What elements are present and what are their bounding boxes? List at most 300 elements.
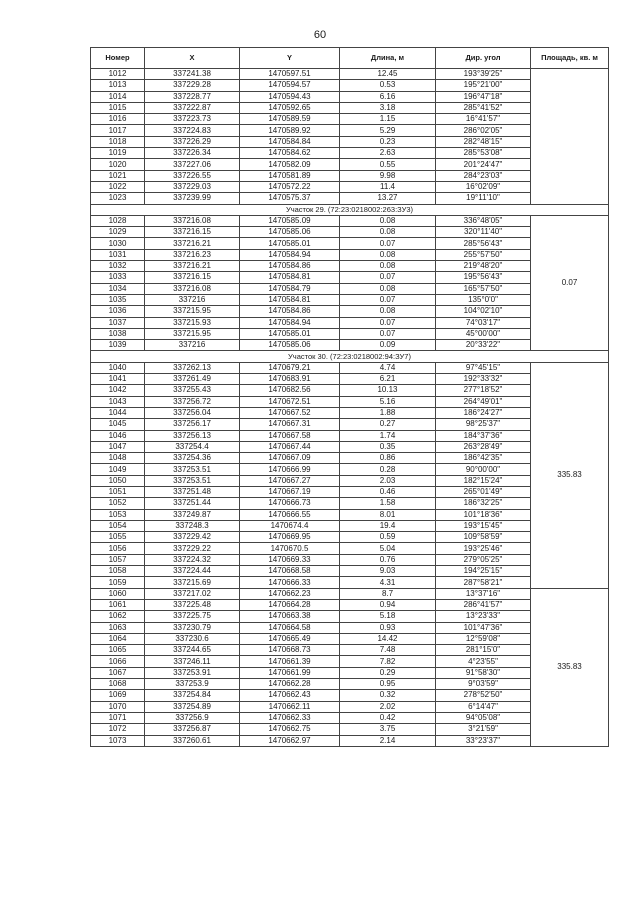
cell-direction-angle: 13°37'16" — [436, 588, 531, 599]
cell-x: 337253.51 — [145, 475, 240, 486]
cell-length: 0.29 — [340, 667, 436, 678]
cell-length: 0.07 — [340, 294, 436, 305]
cell-number: 1054 — [91, 520, 145, 531]
cell-y: 1470672.51 — [240, 396, 340, 407]
cell-number: 1051 — [91, 486, 145, 497]
cell-length: 0.28 — [340, 464, 436, 475]
cell-direction-angle: 91°58'30" — [436, 667, 531, 678]
cell-length: 8.7 — [340, 588, 436, 599]
cell-y: 1470664.58 — [240, 622, 340, 633]
cell-y: 1470584.81 — [240, 272, 340, 283]
cell-number: 1052 — [91, 498, 145, 509]
cell-length: 19.4 — [340, 520, 436, 531]
cell-direction-angle: 97°45'15" — [436, 362, 531, 373]
header-area: Площадь, кв. м — [531, 48, 609, 69]
cell-length: 0.07 — [340, 328, 436, 339]
cell-length: 0.53 — [340, 80, 436, 91]
cell-x: 337216.21 — [145, 261, 240, 272]
cell-direction-angle: 90°00'00" — [436, 464, 531, 475]
cell-number: 1017 — [91, 125, 145, 136]
cell-direction-angle: 9°03'59" — [436, 679, 531, 690]
cell-number: 1055 — [91, 532, 145, 543]
cell-y: 1470662.11 — [240, 701, 340, 712]
cell-x: 337256.9 — [145, 712, 240, 723]
cell-number: 1042 — [91, 385, 145, 396]
cell-x: 337224.32 — [145, 554, 240, 565]
section-title: Участок 30. (72:23:0218002:94:ЗУ7) — [91, 351, 609, 362]
cell-x: 337256.04 — [145, 407, 240, 418]
cell-direction-angle: 194°25'15" — [436, 566, 531, 577]
cell-length: 6.16 — [340, 91, 436, 102]
cell-number: 1030 — [91, 238, 145, 249]
cell-length: 5.18 — [340, 611, 436, 622]
cell-length: 5.16 — [340, 396, 436, 407]
cell-y: 1470662.97 — [240, 735, 340, 746]
cell-y: 1470666.99 — [240, 464, 340, 475]
cell-y: 1470589.59 — [240, 114, 340, 125]
cell-number: 1047 — [91, 441, 145, 452]
cell-direction-angle: 193°15'45" — [436, 520, 531, 531]
cell-number: 1072 — [91, 724, 145, 735]
cell-direction-angle: 219°48'20" — [436, 261, 531, 272]
cell-x: 337230.6 — [145, 633, 240, 644]
cell-number: 1058 — [91, 566, 145, 577]
cell-y: 1470584.94 — [240, 317, 340, 328]
cell-length: 0.59 — [340, 532, 436, 543]
cell-direction-angle: 45°00'00" — [436, 328, 531, 339]
cell-number: 1012 — [91, 69, 145, 80]
cell-direction-angle: 282°48'15" — [436, 136, 531, 147]
cell-y: 1470585.01 — [240, 238, 340, 249]
cell-x: 337229.28 — [145, 80, 240, 91]
cell-x: 337225.75 — [145, 611, 240, 622]
cell-x: 337249.87 — [145, 509, 240, 520]
cell-number: 1036 — [91, 306, 145, 317]
cell-number: 1049 — [91, 464, 145, 475]
cell-x: 337256.13 — [145, 430, 240, 441]
area-cell — [531, 69, 609, 205]
cell-x: 337216.08 — [145, 215, 240, 226]
cell-y: 1470666.73 — [240, 498, 340, 509]
cell-direction-angle: 165°57'50" — [436, 283, 531, 294]
cell-x: 337222.87 — [145, 102, 240, 113]
cell-direction-angle: 265°01'49" — [436, 486, 531, 497]
cell-length: 0.08 — [340, 261, 436, 272]
cell-direction-angle: 12°59'08" — [436, 633, 531, 644]
cell-length: 9.98 — [340, 170, 436, 181]
cell-number: 1044 — [91, 407, 145, 418]
cell-length: 0.08 — [340, 227, 436, 238]
cell-y: 1470666.55 — [240, 509, 340, 520]
cell-direction-angle: 195°21'00" — [436, 80, 531, 91]
cell-length: 0.55 — [340, 159, 436, 170]
cell-direction-angle: 277°18'52" — [436, 385, 531, 396]
cell-x: 337254.4 — [145, 441, 240, 452]
cell-length: 2.63 — [340, 148, 436, 159]
cell-x: 337229.03 — [145, 181, 240, 192]
cell-y: 1470667.44 — [240, 441, 340, 452]
header-y: Y — [240, 48, 340, 69]
cell-x: 337253.51 — [145, 464, 240, 475]
cell-y: 1470575.37 — [240, 193, 340, 204]
cell-number: 1035 — [91, 294, 145, 305]
coordinates-table — [90, 47, 609, 747]
cell-y: 1470584.94 — [240, 249, 340, 260]
cell-x: 337215.95 — [145, 328, 240, 339]
cell-number: 1048 — [91, 453, 145, 464]
cell-number: 1046 — [91, 430, 145, 441]
cell-length: 0.94 — [340, 599, 436, 610]
cell-direction-angle: 19°11'10" — [436, 193, 531, 204]
cell-number: 1018 — [91, 136, 145, 147]
cell-y: 1470592.65 — [240, 102, 340, 113]
cell-y: 1470582.09 — [240, 159, 340, 170]
cell-y: 1470584.86 — [240, 261, 340, 272]
cell-x: 337228.77 — [145, 91, 240, 102]
cell-direction-angle: 186°24'27" — [436, 407, 531, 418]
cell-y: 1470667.58 — [240, 430, 340, 441]
cell-number: 1034 — [91, 283, 145, 294]
cell-number: 1020 — [91, 159, 145, 170]
cell-number: 1013 — [91, 80, 145, 91]
table-header-row — [91, 48, 609, 69]
cell-y: 1470682.56 — [240, 385, 340, 396]
cell-y: 1470662.28 — [240, 679, 340, 690]
section-row — [91, 204, 609, 215]
cell-length: 0.08 — [340, 283, 436, 294]
cell-length: 2.02 — [340, 701, 436, 712]
cell-length: 0.08 — [340, 306, 436, 317]
cell-x: 337248.3 — [145, 520, 240, 531]
table-row — [91, 69, 609, 80]
cell-number: 1039 — [91, 340, 145, 351]
cell-direction-angle: 94°05'08" — [436, 712, 531, 723]
cell-length: 13.27 — [340, 193, 436, 204]
cell-y: 1470662.23 — [240, 588, 340, 599]
cell-number: 1023 — [91, 193, 145, 204]
cell-length: 1.15 — [340, 114, 436, 125]
cell-direction-angle: 286°02'05" — [436, 125, 531, 136]
cell-direction-angle: 3°21'59" — [436, 724, 531, 735]
cell-direction-angle: 320°11'40" — [436, 227, 531, 238]
cell-length: 7.82 — [340, 656, 436, 667]
cell-y: 1470585.01 — [240, 328, 340, 339]
cell-length: 5.04 — [340, 543, 436, 554]
cell-length: 2.14 — [340, 735, 436, 746]
cell-number: 1040 — [91, 362, 145, 373]
cell-y: 1470669.95 — [240, 532, 340, 543]
cell-number: 1064 — [91, 633, 145, 644]
cell-x: 337251.44 — [145, 498, 240, 509]
cell-y: 1470572.22 — [240, 181, 340, 192]
cell-number: 1021 — [91, 170, 145, 181]
cell-x: 337239.99 — [145, 193, 240, 204]
cell-direction-angle: 284°23'03" — [436, 170, 531, 181]
cell-y: 1470584.81 — [240, 294, 340, 305]
cell-number: 1060 — [91, 588, 145, 599]
cell-number: 1057 — [91, 554, 145, 565]
cell-y: 1470667.31 — [240, 419, 340, 430]
cell-x: 337255.43 — [145, 385, 240, 396]
cell-number: 1065 — [91, 645, 145, 656]
cell-y: 1470594.43 — [240, 91, 340, 102]
cell-direction-angle: 285°53'08" — [436, 148, 531, 159]
cell-number: 1071 — [91, 712, 145, 723]
cell-length: 4.74 — [340, 362, 436, 373]
coordinates-table-container — [90, 47, 609, 747]
table-row — [91, 362, 609, 373]
cell-length: 0.08 — [340, 249, 436, 260]
cell-length: 14.42 — [340, 633, 436, 644]
cell-length: 3.18 — [340, 102, 436, 113]
cell-x: 337254.36 — [145, 453, 240, 464]
cell-y: 1470667.19 — [240, 486, 340, 497]
cell-y: 1470668.58 — [240, 566, 340, 577]
cell-number: 1063 — [91, 622, 145, 633]
cell-length: 0.09 — [340, 340, 436, 351]
cell-length: 0.07 — [340, 317, 436, 328]
cell-length: 9.03 — [340, 566, 436, 577]
cell-length: 0.93 — [340, 622, 436, 633]
header-length: Длина, м — [340, 48, 436, 69]
cell-y: 1470662.43 — [240, 690, 340, 701]
cell-y: 1470664.28 — [240, 599, 340, 610]
cell-x: 337260.61 — [145, 735, 240, 746]
cell-direction-angle: 16°02'09" — [436, 181, 531, 192]
cell-x: 337246.11 — [145, 656, 240, 667]
header-x: X — [145, 48, 240, 69]
cell-x: 337254.89 — [145, 701, 240, 712]
cell-x: 337256.17 — [145, 419, 240, 430]
section-title: Участок 29. (72:23:0218002:263:ЗУ3) — [91, 204, 609, 215]
cell-number: 1070 — [91, 701, 145, 712]
header-number: Номер — [91, 48, 145, 69]
cell-direction-angle: 192°33'32" — [436, 374, 531, 385]
cell-number: 1062 — [91, 611, 145, 622]
cell-x: 337253.9 — [145, 679, 240, 690]
cell-length: 0.35 — [340, 441, 436, 452]
cell-length: 0.86 — [340, 453, 436, 464]
cell-x: 337223.73 — [145, 114, 240, 125]
cell-number: 1061 — [91, 599, 145, 610]
cell-x: 337229.42 — [145, 532, 240, 543]
cell-x: 337216 — [145, 294, 240, 305]
cell-direction-angle: 264°49'01" — [436, 396, 531, 407]
cell-x: 337244.65 — [145, 645, 240, 656]
cell-length: 11.4 — [340, 181, 436, 192]
cell-x: 337262.13 — [145, 362, 240, 373]
cell-number: 1059 — [91, 577, 145, 588]
cell-number: 1015 — [91, 102, 145, 113]
cell-y: 1470662.75 — [240, 724, 340, 735]
cell-direction-angle: 279°05'25" — [436, 554, 531, 565]
cell-x: 337225.48 — [145, 599, 240, 610]
cell-direction-angle: 74°03'17" — [436, 317, 531, 328]
cell-number: 1045 — [91, 419, 145, 430]
cell-x: 337215.93 — [145, 317, 240, 328]
cell-x: 337217.02 — [145, 588, 240, 599]
cell-direction-angle: 109°58'59" — [436, 532, 531, 543]
cell-x: 337216.21 — [145, 238, 240, 249]
cell-direction-angle: 20°33'22" — [436, 340, 531, 351]
cell-x: 337216 — [145, 340, 240, 351]
cell-number: 1067 — [91, 667, 145, 678]
cell-number: 1033 — [91, 272, 145, 283]
cell-y: 1470584.79 — [240, 283, 340, 294]
cell-x: 337253.91 — [145, 667, 240, 678]
cell-direction-angle: 195°56'43" — [436, 272, 531, 283]
cell-direction-angle: 98°25'37" — [436, 419, 531, 430]
area-cell: 335.83 — [531, 362, 609, 588]
cell-length: 0.27 — [340, 419, 436, 430]
cell-x: 337256.87 — [145, 724, 240, 735]
cell-number: 1014 — [91, 91, 145, 102]
cell-number: 1038 — [91, 328, 145, 339]
cell-direction-angle: 13°23'33" — [436, 611, 531, 622]
cell-number: 1056 — [91, 543, 145, 554]
cell-length: 1.58 — [340, 498, 436, 509]
cell-x: 337216.15 — [145, 272, 240, 283]
cell-direction-angle: 4°23'55" — [436, 656, 531, 667]
cell-number: 1068 — [91, 679, 145, 690]
cell-x: 337229.22 — [145, 543, 240, 554]
area-cell: 335.83 — [531, 588, 609, 746]
cell-direction-angle: 186°42'35" — [436, 453, 531, 464]
cell-length: 0.23 — [340, 136, 436, 147]
cell-length: 4.31 — [340, 577, 436, 588]
cell-direction-angle: 285°41'52" — [436, 102, 531, 113]
cell-y: 1470667.27 — [240, 475, 340, 486]
cell-length: 0.07 — [340, 238, 436, 249]
cell-number: 1041 — [91, 374, 145, 385]
cell-length: 8.01 — [340, 509, 436, 520]
cell-y: 1470585.06 — [240, 227, 340, 238]
cell-x: 337241.38 — [145, 69, 240, 80]
cell-y: 1470589.92 — [240, 125, 340, 136]
cell-y: 1470668.73 — [240, 645, 340, 656]
cell-y: 1470666.33 — [240, 577, 340, 588]
cell-direction-angle: 336°48'05" — [436, 215, 531, 226]
cell-x: 337226.55 — [145, 170, 240, 181]
cell-direction-angle: 263°28'49" — [436, 441, 531, 452]
cell-y: 1470661.99 — [240, 667, 340, 678]
cell-number: 1028 — [91, 215, 145, 226]
section-row — [91, 351, 609, 362]
cell-number: 1029 — [91, 227, 145, 238]
cell-number: 1037 — [91, 317, 145, 328]
cell-direction-angle: 135°0'0" — [436, 294, 531, 305]
cell-direction-angle: 196°47'18" — [436, 91, 531, 102]
cell-direction-angle: 33°23'37" — [436, 735, 531, 746]
cell-direction-angle: 193°39'25" — [436, 69, 531, 80]
cell-direction-angle: 101°18'36" — [436, 509, 531, 520]
header-direction-angle: Дир. угол — [436, 48, 531, 69]
cell-y: 1470683.91 — [240, 374, 340, 385]
cell-length: 12.45 — [340, 69, 436, 80]
cell-x: 337224.44 — [145, 566, 240, 577]
cell-length: 5.29 — [340, 125, 436, 136]
cell-number: 1053 — [91, 509, 145, 520]
cell-y: 1470674.4 — [240, 520, 340, 531]
cell-length: 0.08 — [340, 215, 436, 226]
cell-length: 10.13 — [340, 385, 436, 396]
cell-direction-angle: 101°47'36" — [436, 622, 531, 633]
cell-y: 1470679.21 — [240, 362, 340, 373]
cell-number: 1032 — [91, 261, 145, 272]
cell-x: 337261.49 — [145, 374, 240, 385]
cell-direction-angle: 285°56'43" — [436, 238, 531, 249]
cell-length: 7.48 — [340, 645, 436, 656]
cell-direction-angle: 278°52'50" — [436, 690, 531, 701]
cell-direction-angle: 255°57'50" — [436, 249, 531, 260]
cell-direction-angle: 6°14'47" — [436, 701, 531, 712]
cell-length: 3.75 — [340, 724, 436, 735]
area-cell: 0.07 — [531, 215, 609, 351]
cell-y: 1470597.51 — [240, 69, 340, 80]
cell-length: 0.76 — [340, 554, 436, 565]
cell-direction-angle: 193°25'46" — [436, 543, 531, 554]
cell-length: 2.03 — [340, 475, 436, 486]
cell-direction-angle: 182°15'24" — [436, 475, 531, 486]
cell-y: 1470670.5 — [240, 543, 340, 554]
cell-x: 337226.34 — [145, 148, 240, 159]
cell-x: 337256.72 — [145, 396, 240, 407]
cell-x: 337216.08 — [145, 283, 240, 294]
cell-y: 1470663.38 — [240, 611, 340, 622]
cell-number: 1031 — [91, 249, 145, 260]
cell-x: 337215.95 — [145, 306, 240, 317]
cell-number: 1050 — [91, 475, 145, 486]
cell-number: 1016 — [91, 114, 145, 125]
cell-x: 337251.48 — [145, 486, 240, 497]
cell-x: 337230.79 — [145, 622, 240, 633]
cell-length: 0.42 — [340, 712, 436, 723]
cell-number: 1043 — [91, 396, 145, 407]
cell-length: 1.88 — [340, 407, 436, 418]
cell-x: 337216.23 — [145, 249, 240, 260]
cell-length: 0.95 — [340, 679, 436, 690]
table-row — [91, 588, 609, 599]
cell-y: 1470584.86 — [240, 306, 340, 317]
cell-x: 337224.83 — [145, 125, 240, 136]
cell-length: 0.32 — [340, 690, 436, 701]
cell-number: 1073 — [91, 735, 145, 746]
page-number: 60 — [313, 29, 327, 41]
cell-y: 1470669.33 — [240, 554, 340, 565]
cell-x: 337216.15 — [145, 227, 240, 238]
cell-length: 6.21 — [340, 374, 436, 385]
cell-y: 1470667.52 — [240, 407, 340, 418]
cell-x: 337215.69 — [145, 577, 240, 588]
cell-y: 1470584.84 — [240, 136, 340, 147]
cell-x: 337254.84 — [145, 690, 240, 701]
cell-number: 1022 — [91, 181, 145, 192]
cell-y: 1470665.49 — [240, 633, 340, 644]
cell-y: 1470585.06 — [240, 340, 340, 351]
cell-length: 1.74 — [340, 430, 436, 441]
cell-number: 1069 — [91, 690, 145, 701]
cell-y: 1470585.09 — [240, 215, 340, 226]
cell-direction-angle: 16°41'57" — [436, 114, 531, 125]
cell-y: 1470584.62 — [240, 148, 340, 159]
cell-length: 0.46 — [340, 486, 436, 497]
cell-direction-angle: 281°15'0" — [436, 645, 531, 656]
cell-y: 1470594.57 — [240, 80, 340, 91]
cell-length: 0.07 — [340, 272, 436, 283]
cell-y: 1470581.89 — [240, 170, 340, 181]
cell-direction-angle: 104°02'10" — [436, 306, 531, 317]
cell-number: 1066 — [91, 656, 145, 667]
